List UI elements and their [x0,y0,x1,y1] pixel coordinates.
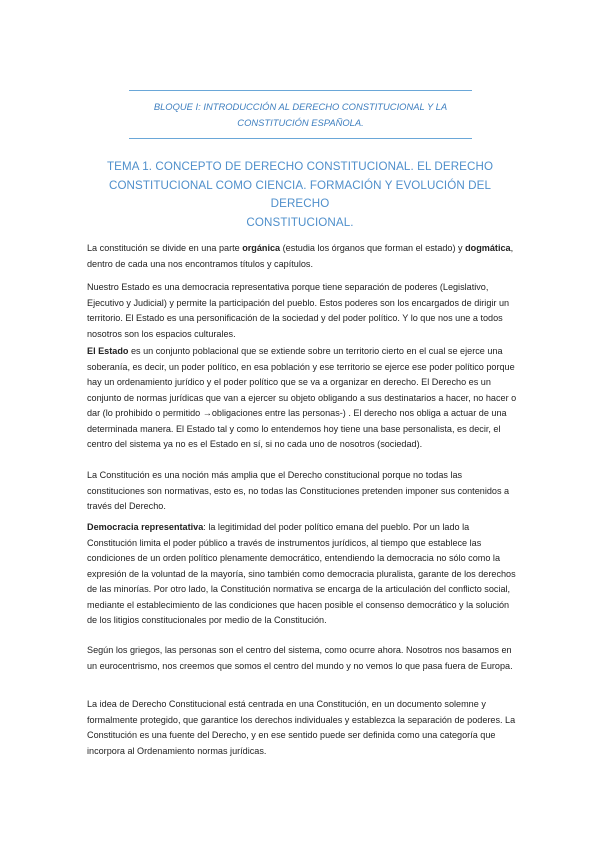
p3-bold-el-estado: El Estado [87,346,129,356]
p5-text: : la legitimidad del poder político emana del pueblo. Por un lado la Constitución limita el poder público a través de instrumentos jurídicos, al tiempo que establece las condiciones de un orden político plenamente democrático, entendiendo la democracia no sólo como la expresión de la voluntad de la mayoría, sino también como democracia pluralista, garante de los derechos de las minorías. Por otro lado, la Constitución normativa se encarga de la articulación del conflicto social, mediante el establecimiento de las condiciones que hacen posible el consenso democrático y la solución de los litigios constitucionales por medio de la Constitución. [87,522,516,625]
p1-bold-dogmatica: dogmática [465,243,511,253]
block-title-line-1: BLOQUE I: INTRODUCCIÓN AL DERECHO CONSTITUCIONAL Y LA [153,101,448,112]
p1-text-3: , dentro de cada una nos encontramos títulos y capítulos. [87,243,514,269]
paragraph-el-estado [87,344,517,453]
paragraph-constitution-parts [87,241,517,272]
block-title [130,99,471,131]
p1-text-2: (estudia los órganos que forman el estado) y [280,243,466,253]
p3-text: es un conjunto poblacional que se extiende sobre un territorio cierto en el cual se ejerce una soberanía, es decir, un poder político, en esa población y ese territorio se ejerce ese poder político porque hay un ordenamiento jurídico y el poder político que se va a organizar en derecho. El Derecho es un conjunto de normas jurídicas que van a ejercer su objeto obligando a sus destinatarios a hacer, no hacer o dar (lo prohibido o permitido →obligaciones entre las personas-) . El derecho nos obliga a actuar de una determinada manera. El Estado tal y como lo entendemos hoy tiene una base personalista, es decir, el centro del sistema ya no es el Estado en sí, si no cada uno de nosotros (sociedad). [87,346,517,449]
header-bottom-rule [129,138,472,139]
p5-bold-democracia: Democracia representativa [87,522,204,532]
paragraph-constitucion-nocion: La Constitución es una noción más amplia que el Derecho constitucional porque no todas las constituciones son normativas, esto es, no todas las Constituciones pretenden imponer sus contenidos a través del Derecho. [87,470,510,511]
p1-bold-organica: orgánica [242,243,281,253]
topic-heading [100,158,500,232]
block-title-line-2: CONSTITUCIÓN ESPAÑOLA. [237,117,364,128]
paragraph-representative-democracy: Nuestro Estado es una democracia representativa porque tiene separación de poderes (Legislativo, Ejecutivo y Judicial) y permite la participación del pueblo. Estos poderes son los encargados de dirigir un territorio. El Estado es una personificación de la sociedad y del poder político. Y lo que nos une a todos nosotros son los espacios culturales. [87,282,510,339]
header-top-rule [129,90,472,91]
p1-text-1: La constitución se divide en una parte [87,243,243,253]
paragraph-griegos: Según los griegos, las personas son el centro del sistema, como ocurre ahora. Nosotros nos basamos en un eurocentrismo, nos creemos que somos el centro del mundo y no vemos lo que pasa fuera de Europa. [87,645,513,671]
topic-heading-line-1: TEMA 1. CONCEPTO DE DERECHO CONSTITUCIONAL. EL DERECHO [106,160,494,173]
topic-heading-line-2: CONSTITUCIONAL COMO CIENCIA. FORMACIÓN Y EVOLUCIÓN DEL DERECHO [108,178,492,210]
topic-heading-line-3: CONSTITUCIONAL. [246,215,354,229]
paragraph-derecho-constitucional: La idea de Derecho Constitucional está centrada en una Constitución, en un documento solemne y formalmente protegido, que garantice los derechos individuales y establezca la separación de poderes. La Constitución es una fuente del Derecho, y en ese sentido puede ser definida como una categoría que incorpora al Ordenamiento normas jurídicas. [87,699,516,756]
paragraph-democracia-representativa [87,520,517,629]
